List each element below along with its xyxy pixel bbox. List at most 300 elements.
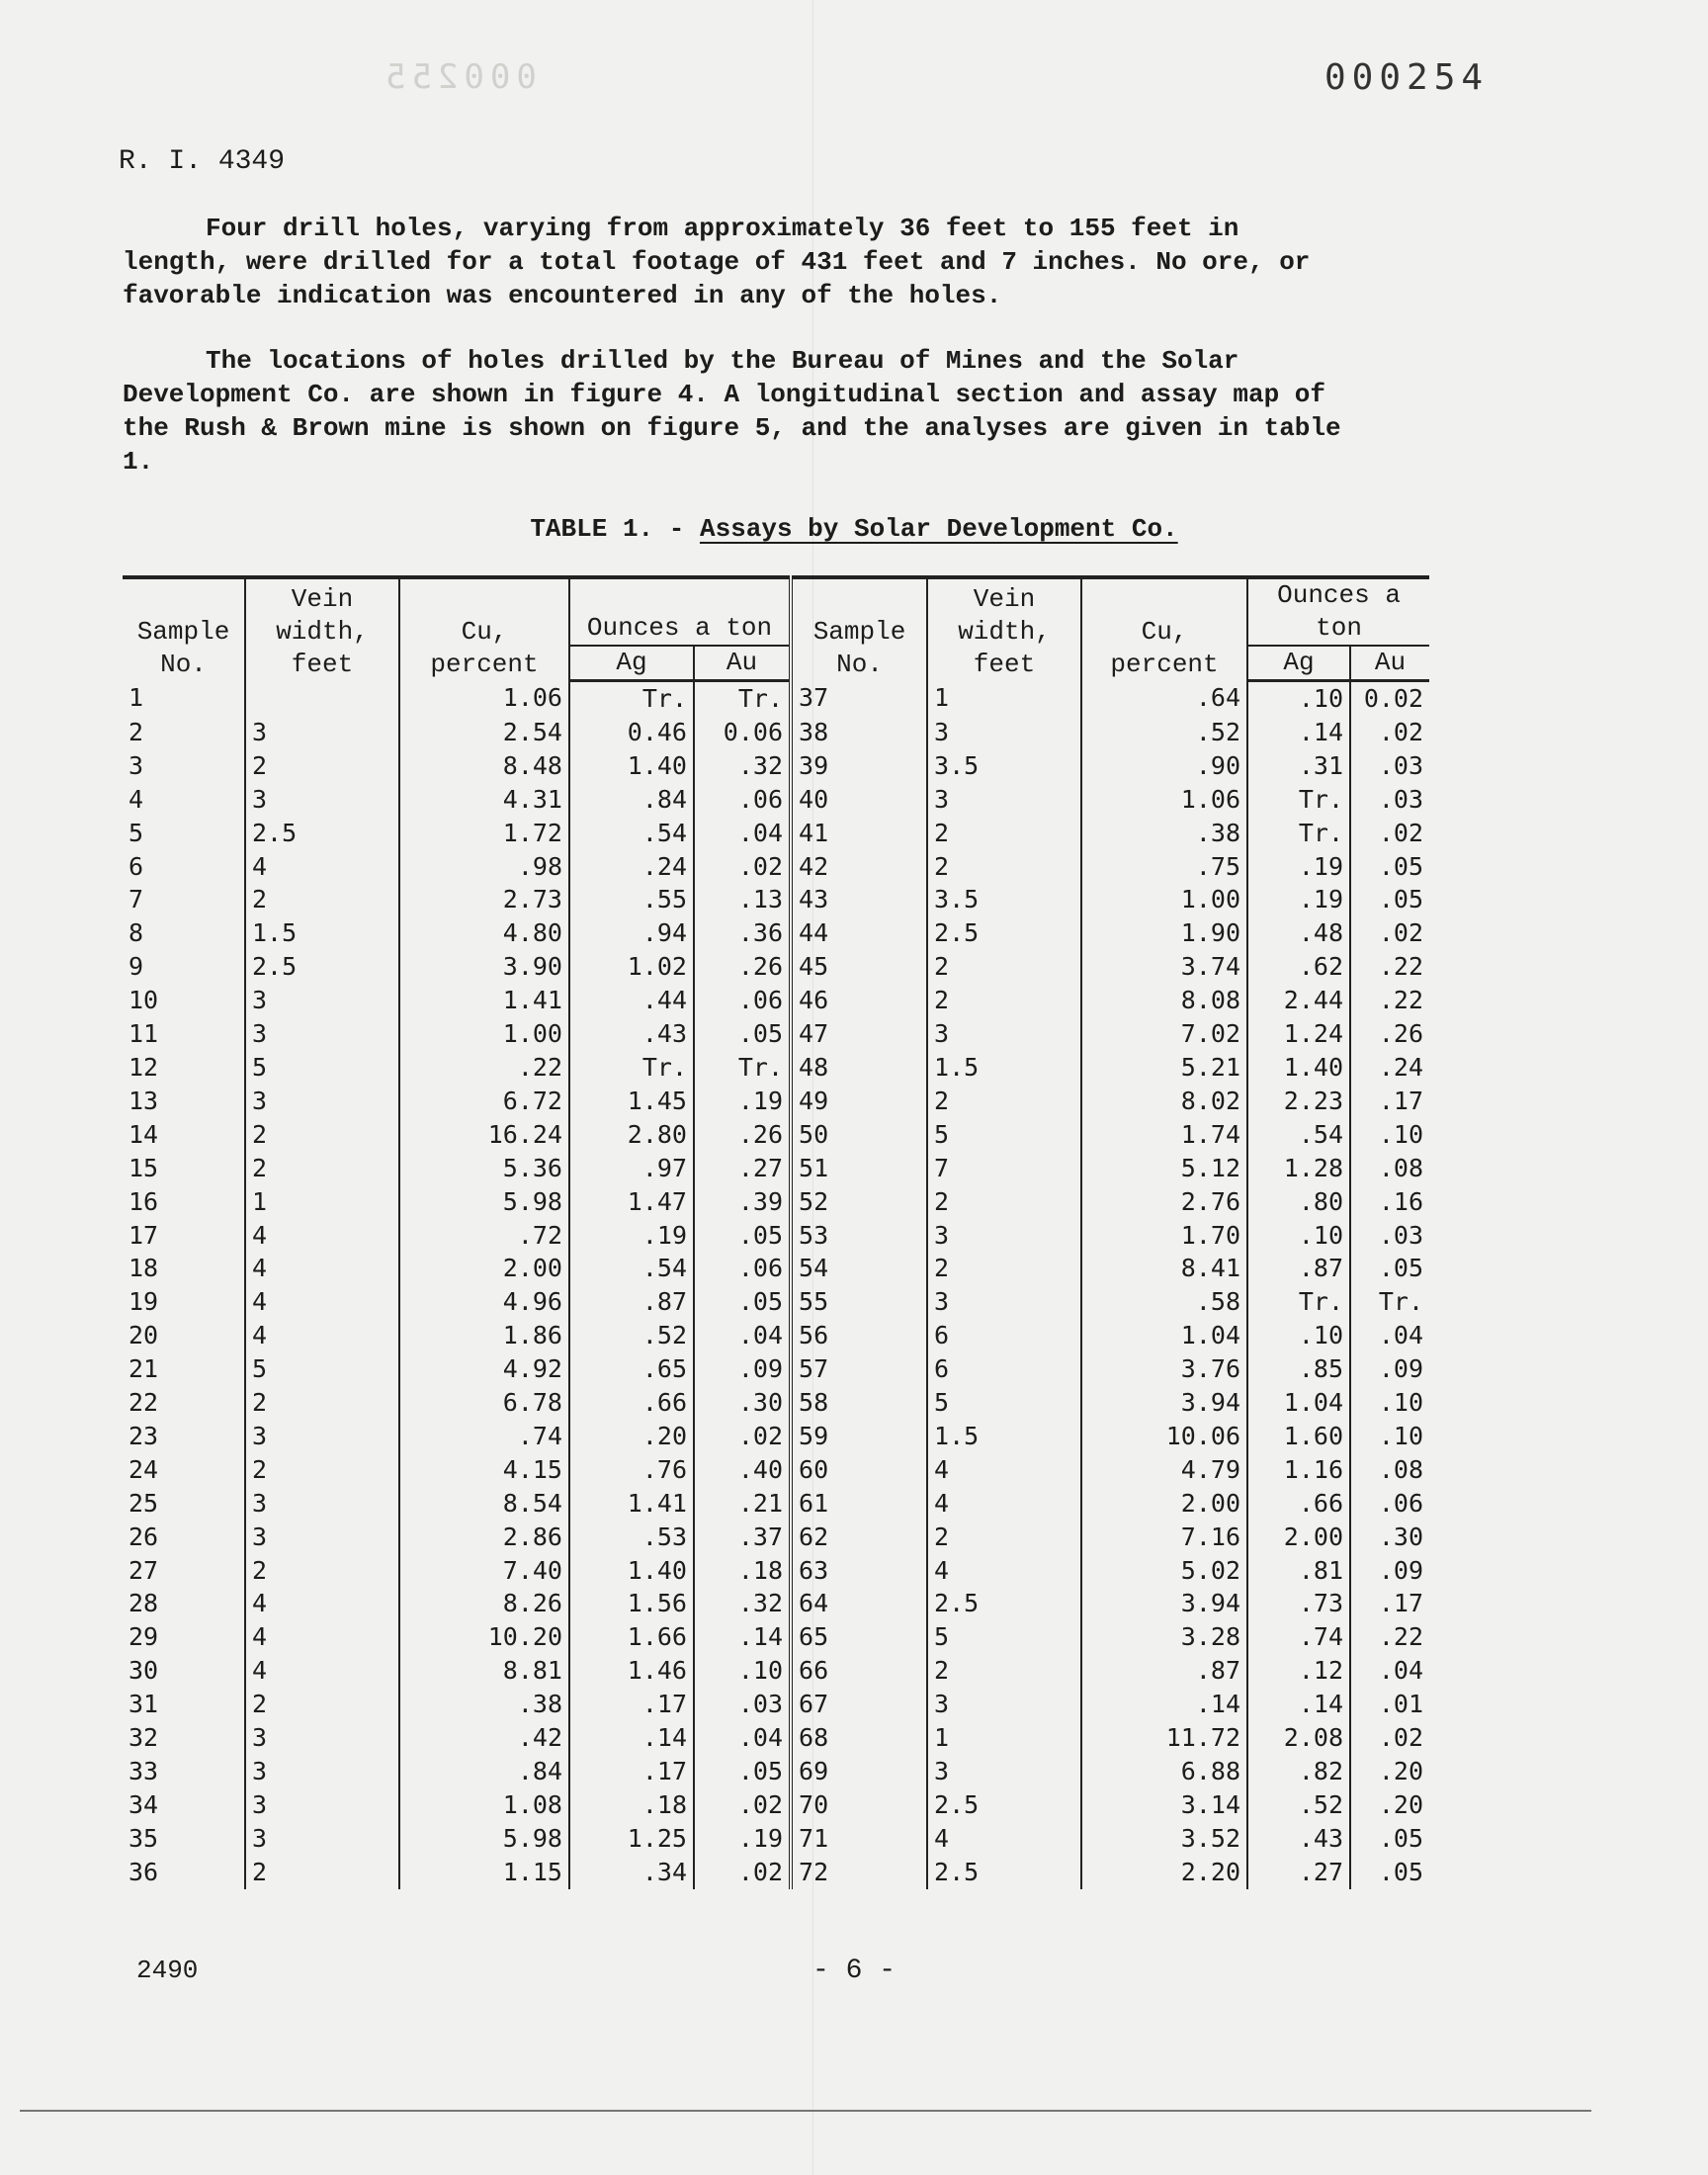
header-au-right: Au (1350, 646, 1429, 681)
right-cu-percent-cell: .87 (1081, 1654, 1247, 1688)
left-vein-width-cell: 3 (245, 1017, 399, 1051)
left-cu-percent-cell: 2.73 (399, 883, 569, 916)
left-au-cell: .40 (694, 1453, 791, 1487)
right-vein-width-cell: 4 (927, 1453, 1081, 1487)
left-cu-percent-cell: 5.98 (399, 1185, 569, 1219)
table-row (123, 1453, 1429, 1487)
right-cu-percent-cell: 11.72 (1081, 1721, 1247, 1755)
left-sample-no-cell: 12 (128, 1052, 159, 1082)
left-sample-no-cell: 13 (128, 1086, 159, 1115)
header-sample-left: Sample No. (123, 577, 245, 681)
left-vein-width-cell: 3 (245, 1721, 399, 1755)
table-row (123, 1252, 1429, 1285)
table-row (123, 1755, 1429, 1788)
bottom-rule (20, 2110, 1591, 2112)
right-vein-width-cell: 1 (927, 1721, 1081, 1755)
left-sample-no-cell: 1 (128, 683, 144, 713)
table-row (123, 1152, 1429, 1185)
left-au-cell: .14 (694, 1620, 791, 1654)
left-cu-percent-cell: 1.00 (399, 1017, 569, 1051)
left-ag-cell: .24 (569, 850, 694, 884)
paragraph-drill-holes (123, 212, 1358, 312)
left-cu-percent-cell: 8.26 (399, 1587, 569, 1620)
right-vein-width-cell: 1 (927, 681, 1081, 716)
header-vein-right: Vein width, feet (927, 577, 1081, 681)
right-sample-no-cell: 49 (791, 1085, 927, 1118)
table-row (123, 984, 1429, 1017)
left-au-cell: .05 (694, 1755, 791, 1788)
left-ag-cell: .84 (569, 783, 694, 817)
right-vein-width-cell: 2 (927, 817, 1081, 850)
left-ag-cell: .97 (569, 1152, 694, 1185)
header-ounces-left: Ounces a ton (569, 577, 791, 646)
right-ag-cell: .31 (1247, 749, 1350, 783)
right-vein-width-cell: 3 (927, 716, 1081, 749)
right-au-cell: .26 (1350, 1017, 1429, 1051)
right-au-cell: .03 (1350, 783, 1429, 817)
right-sample-no-cell: 58 (791, 1386, 927, 1420)
left-vein-width-cell: 2 (245, 1688, 399, 1721)
right-ag-cell: .10 (1247, 1219, 1350, 1253)
left-vein-width-cell: 1.5 (245, 916, 399, 950)
table-row (123, 1654, 1429, 1688)
right-ag-cell: .14 (1247, 716, 1350, 749)
left-sample-no-cell: 9 (128, 952, 144, 982)
right-cu-percent-cell: 3.76 (1081, 1352, 1247, 1386)
left-au-cell: .02 (694, 850, 791, 884)
left-vein-width-cell: 3 (245, 1788, 399, 1822)
left-vein-width-cell: 3 (245, 1755, 399, 1788)
right-ag-cell: .27 (1247, 1856, 1350, 1889)
header-ounces-right: Ounces a ton (1247, 577, 1429, 646)
left-au-cell: 0.06 (694, 716, 791, 749)
right-vein-width-cell: 2 (927, 984, 1081, 1017)
table-row (123, 1118, 1429, 1152)
left-vein-width-cell: 2.5 (245, 817, 399, 850)
left-cu-percent-cell: .72 (399, 1219, 569, 1253)
right-ag-cell: .80 (1247, 1185, 1350, 1219)
right-au-cell: .06 (1350, 1487, 1429, 1521)
table-row (123, 1017, 1429, 1051)
left-ag-cell: .87 (569, 1285, 694, 1319)
right-au-cell: .17 (1350, 1587, 1429, 1620)
right-ag-cell: .19 (1247, 883, 1350, 916)
left-vein-width-cell: 4 (245, 1285, 399, 1319)
table-row (123, 883, 1429, 916)
left-ag-cell: .34 (569, 1856, 694, 1889)
footer-code: 2490 (136, 1956, 199, 1985)
right-sample-no-cell: 71 (791, 1822, 927, 1856)
right-cu-percent-cell: 7.02 (1081, 1017, 1247, 1051)
right-cu-percent-cell: 8.02 (1081, 1085, 1247, 1118)
right-vein-width-cell: 2.5 (927, 1856, 1081, 1889)
left-vein-width-cell: 3 (245, 1487, 399, 1521)
left-cu-percent-cell: 3.90 (399, 950, 569, 984)
header-sample-right: Sample No. (791, 577, 927, 681)
right-vein-width-cell: 3 (927, 1688, 1081, 1721)
right-vein-width-cell: 4 (927, 1487, 1081, 1521)
right-ag-cell: .81 (1247, 1554, 1350, 1588)
left-au-cell: Tr. (694, 1051, 791, 1085)
left-cu-percent-cell: 4.92 (399, 1352, 569, 1386)
right-au-cell: .05 (1350, 1822, 1429, 1856)
table-row (123, 916, 1429, 950)
left-vein-width-cell: 2 (245, 1453, 399, 1487)
left-vein-width-cell: 4 (245, 1587, 399, 1620)
left-vein-width-cell: 2 (245, 1152, 399, 1185)
left-vein-width-cell: 3 (245, 716, 399, 749)
left-ag-cell: .54 (569, 1252, 694, 1285)
right-cu-percent-cell: 3.52 (1081, 1822, 1247, 1856)
right-au-cell: .22 (1350, 984, 1429, 1017)
right-au-cell: .04 (1350, 1654, 1429, 1688)
left-au-cell: .32 (694, 749, 791, 783)
left-ag-cell: 1.40 (569, 1554, 694, 1588)
right-cu-percent-cell: 2.20 (1081, 1856, 1247, 1889)
right-ag-cell: .12 (1247, 1654, 1350, 1688)
left-ag-cell: 1.41 (569, 1487, 694, 1521)
assay-table-body (123, 681, 1429, 1889)
left-au-cell: .37 (694, 1521, 791, 1554)
left-au-cell: .30 (694, 1386, 791, 1420)
assay-table-container (123, 575, 1429, 1889)
right-ag-cell: .48 (1247, 916, 1350, 950)
left-ag-cell: .94 (569, 916, 694, 950)
right-vein-width-cell: 2 (927, 950, 1081, 984)
right-sample-no-cell: 54 (791, 1252, 927, 1285)
left-au-cell: .04 (694, 817, 791, 850)
header-cu-right: Cu, percent (1081, 577, 1247, 681)
table-row (123, 1688, 1429, 1721)
header-cu-left: Cu, percent (399, 577, 569, 681)
right-sample-no-cell: 53 (791, 1219, 927, 1253)
left-cu-percent-cell: .84 (399, 1755, 569, 1788)
table-row (123, 1721, 1429, 1755)
right-au-cell: .02 (1350, 1721, 1429, 1755)
left-ag-cell: .18 (569, 1788, 694, 1822)
left-vein-width-cell: 3 (245, 1521, 399, 1554)
left-sample-no-cell: 24 (128, 1454, 159, 1484)
right-au-cell: .05 (1350, 1252, 1429, 1285)
left-au-cell: .19 (694, 1822, 791, 1856)
table-row (123, 1487, 1429, 1521)
right-cu-percent-cell: 4.79 (1081, 1453, 1247, 1487)
right-sample-no-cell: 63 (791, 1554, 927, 1588)
right-sample-no-cell: 69 (791, 1755, 927, 1788)
right-cu-percent-cell: 5.12 (1081, 1152, 1247, 1185)
right-ag-cell: 1.40 (1247, 1051, 1350, 1085)
left-cu-percent-cell: 2.86 (399, 1521, 569, 1554)
right-ag-cell: Tr. (1247, 783, 1350, 817)
right-cu-percent-cell: .90 (1081, 749, 1247, 783)
right-sample-no-cell: 61 (791, 1487, 927, 1521)
right-cu-percent-cell: 3.74 (1081, 950, 1247, 984)
left-au-cell: .10 (694, 1654, 791, 1688)
left-au-cell: .05 (694, 1285, 791, 1319)
left-ag-cell: .54 (569, 817, 694, 850)
left-vein-width-cell: 3 (245, 783, 399, 817)
left-cu-percent-cell: 8.48 (399, 749, 569, 783)
table-row (123, 817, 1429, 850)
right-sample-no-cell: 44 (791, 916, 927, 950)
left-vein-width-cell: 3 (245, 1822, 399, 1856)
left-vein-width-cell: 2 (245, 1386, 399, 1420)
left-au-cell: .05 (694, 1017, 791, 1051)
left-cu-percent-cell: 2.00 (399, 1252, 569, 1285)
left-ag-cell: 1.40 (569, 749, 694, 783)
right-vein-width-cell: 1.5 (927, 1420, 1081, 1453)
table-row (123, 1085, 1429, 1118)
left-au-cell: .13 (694, 883, 791, 916)
left-sample-no-cell: 22 (128, 1388, 159, 1418)
left-ag-cell: .43 (569, 1017, 694, 1051)
left-sample-no-cell: 10 (128, 986, 159, 1015)
table-row (123, 1319, 1429, 1352)
right-au-cell: .05 (1350, 883, 1429, 916)
left-cu-percent-cell: .74 (399, 1420, 569, 1453)
right-cu-percent-cell: 3.94 (1081, 1587, 1247, 1620)
left-cu-percent-cell: 7.40 (399, 1554, 569, 1588)
right-ag-cell: 2.08 (1247, 1721, 1350, 1755)
table-row (123, 1554, 1429, 1588)
left-vein-width-cell: 4 (245, 1219, 399, 1253)
page-number: - 6 - (811, 1956, 896, 1986)
left-sample-no-cell: 30 (128, 1656, 159, 1686)
right-ag-cell: .54 (1247, 1118, 1350, 1152)
left-sample-no-cell: 16 (128, 1186, 159, 1216)
right-cu-percent-cell: .52 (1081, 716, 1247, 749)
right-sample-no-cell: 50 (791, 1118, 927, 1152)
left-sample-no-cell: 18 (128, 1254, 159, 1283)
left-au-cell: .06 (694, 1252, 791, 1285)
right-au-cell: .10 (1350, 1118, 1429, 1152)
left-sample-no-cell: 11 (128, 1019, 159, 1049)
right-au-cell: .03 (1350, 1219, 1429, 1253)
right-sample-no-cell: 67 (791, 1688, 927, 1721)
left-cu-percent-cell: 5.36 (399, 1152, 569, 1185)
right-cu-percent-cell: 3.94 (1081, 1386, 1247, 1420)
right-sample-no-cell: 38 (791, 716, 927, 749)
left-au-cell: .02 (694, 1420, 791, 1453)
left-au-cell: .39 (694, 1185, 791, 1219)
left-au-cell: .04 (694, 1319, 791, 1352)
left-ag-cell: 1.66 (569, 1620, 694, 1654)
paragraph-text: Four drill holes, varying from approximately 36 feet to 155 feet in length, were drilled for a total footage of 431 feet and 7 inches. No ore, or favorable indication was encountered in any of the holes. (123, 214, 1311, 310)
right-au-cell: .02 (1350, 716, 1429, 749)
left-sample-no-cell: 14 (128, 1119, 159, 1149)
left-vein-width-cell: 2 (245, 749, 399, 783)
left-ag-cell: 1.45 (569, 1085, 694, 1118)
table-row (123, 1219, 1429, 1253)
right-sample-no-cell: 60 (791, 1453, 927, 1487)
right-vein-width-cell: 2.5 (927, 1788, 1081, 1822)
right-au-cell: .09 (1350, 1352, 1429, 1386)
table-row (123, 716, 1429, 749)
left-au-cell: .27 (694, 1152, 791, 1185)
left-au-cell: .02 (694, 1856, 791, 1889)
right-au-cell: .02 (1350, 817, 1429, 850)
table-row (123, 1386, 1429, 1420)
left-ag-cell: .14 (569, 1721, 694, 1755)
right-au-cell: .22 (1350, 950, 1429, 984)
left-cu-percent-cell: 1.06 (399, 681, 569, 716)
left-sample-no-cell: 27 (128, 1555, 159, 1585)
left-sample-no-cell: 28 (128, 1589, 159, 1618)
right-vein-width-cell: 5 (927, 1386, 1081, 1420)
right-au-cell: .05 (1350, 850, 1429, 884)
right-ag-cell: 2.44 (1247, 984, 1350, 1017)
right-au-cell: .16 (1350, 1185, 1429, 1219)
left-ag-cell: 1.25 (569, 1822, 694, 1856)
left-ag-cell: .55 (569, 883, 694, 916)
right-cu-percent-cell: 1.00 (1081, 883, 1247, 916)
right-cu-percent-cell: 1.06 (1081, 783, 1247, 817)
table-row (123, 1185, 1429, 1219)
left-vein-width-cell: 2.5 (245, 950, 399, 984)
left-ag-cell: .17 (569, 1755, 694, 1788)
left-vein-width-cell: 2 (245, 1554, 399, 1588)
right-au-cell: .24 (1350, 1051, 1429, 1085)
right-ag-cell: 1.16 (1247, 1453, 1350, 1487)
right-cu-percent-cell: 3.28 (1081, 1620, 1247, 1654)
left-ag-cell: .17 (569, 1688, 694, 1721)
right-vein-width-cell: 2 (927, 1085, 1081, 1118)
right-sample-no-cell: 57 (791, 1352, 927, 1386)
right-sample-no-cell: 48 (791, 1051, 927, 1085)
left-sample-no-cell: 19 (128, 1287, 159, 1317)
right-au-cell: .05 (1350, 1856, 1429, 1889)
right-ag-cell: .10 (1247, 681, 1350, 716)
right-cu-percent-cell: 3.14 (1081, 1788, 1247, 1822)
right-au-cell: .20 (1350, 1755, 1429, 1788)
right-sample-no-cell: 45 (791, 950, 927, 984)
left-cu-percent-cell: 6.72 (399, 1085, 569, 1118)
left-au-cell: .26 (694, 1118, 791, 1152)
left-cu-percent-cell: 10.20 (399, 1620, 569, 1654)
left-vein-width-cell: 3 (245, 1085, 399, 1118)
right-cu-percent-cell: 8.41 (1081, 1252, 1247, 1285)
right-ag-cell: .85 (1247, 1352, 1350, 1386)
right-ag-cell: 1.24 (1247, 1017, 1350, 1051)
left-ag-cell: Tr. (569, 1051, 694, 1085)
right-sample-no-cell: 56 (791, 1319, 927, 1352)
left-au-cell: .26 (694, 950, 791, 984)
table-caption (0, 514, 1708, 544)
right-au-cell: .22 (1350, 1620, 1429, 1654)
table-row (123, 783, 1429, 817)
right-ag-cell: .82 (1247, 1755, 1350, 1788)
table-row (123, 1856, 1429, 1889)
left-au-cell: .32 (694, 1587, 791, 1620)
header-ag-left: Ag (569, 646, 694, 681)
table-row (123, 1620, 1429, 1654)
right-cu-percent-cell: .64 (1081, 681, 1247, 716)
left-vein-width-cell: 5 (245, 1352, 399, 1386)
left-au-cell: .05 (694, 1219, 791, 1253)
left-sample-no-cell: 8 (128, 918, 144, 948)
right-sample-no-cell: 55 (791, 1285, 927, 1319)
left-cu-percent-cell: 16.24 (399, 1118, 569, 1152)
left-cu-percent-cell: 8.81 (399, 1654, 569, 1688)
right-au-cell: .20 (1350, 1788, 1429, 1822)
right-ag-cell: 1.28 (1247, 1152, 1350, 1185)
left-vein-width-cell: 4 (245, 1319, 399, 1352)
left-ag-cell: 0.46 (569, 716, 694, 749)
right-au-cell: .10 (1350, 1386, 1429, 1420)
right-vein-width-cell: 1.5 (927, 1051, 1081, 1085)
left-cu-percent-cell: 8.54 (399, 1487, 569, 1521)
left-cu-percent-cell: 4.15 (399, 1453, 569, 1487)
right-sample-no-cell: 51 (791, 1152, 927, 1185)
left-sample-no-cell: 36 (128, 1857, 159, 1886)
left-sample-no-cell: 6 (128, 851, 144, 881)
header-ag-right: Ag (1247, 646, 1350, 681)
left-ag-cell: 1.56 (569, 1587, 694, 1620)
left-au-cell: .02 (694, 1788, 791, 1822)
table-row (123, 1822, 1429, 1856)
header-vein-left: Vein width, feet (245, 577, 399, 681)
table-caption-prefix: TABLE 1. - (530, 514, 700, 544)
right-vein-width-cell: 5 (927, 1620, 1081, 1654)
left-vein-width-cell: 4 (245, 1252, 399, 1285)
left-sample-no-cell: 35 (128, 1823, 159, 1853)
right-au-cell: .08 (1350, 1152, 1429, 1185)
left-au-cell: .21 (694, 1487, 791, 1521)
right-ag-cell: 2.00 (1247, 1521, 1350, 1554)
right-cu-percent-cell: 1.74 (1081, 1118, 1247, 1152)
right-vein-width-cell: 2 (927, 1654, 1081, 1688)
left-vein-width-cell: 2 (245, 1118, 399, 1152)
right-ag-cell: .14 (1247, 1688, 1350, 1721)
right-sample-no-cell: 72 (791, 1856, 927, 1889)
left-vein-width-cell: 4 (245, 1654, 399, 1688)
left-au-cell: .36 (694, 916, 791, 950)
left-sample-no-cell: 25 (128, 1488, 159, 1518)
right-sample-no-cell: 70 (791, 1788, 927, 1822)
left-cu-percent-cell: 1.15 (399, 1856, 569, 1889)
right-vein-width-cell: 2.5 (927, 916, 1081, 950)
left-ag-cell: .53 (569, 1521, 694, 1554)
right-ag-cell: .74 (1247, 1620, 1350, 1654)
left-ag-cell: .44 (569, 984, 694, 1017)
left-ag-cell: .76 (569, 1453, 694, 1487)
left-sample-no-cell: 21 (128, 1354, 159, 1384)
left-sample-no-cell: 4 (128, 784, 144, 814)
right-ag-cell: .62 (1247, 950, 1350, 984)
table-row (123, 681, 1429, 716)
left-cu-percent-cell: .42 (399, 1721, 569, 1755)
right-vein-width-cell: 3 (927, 1017, 1081, 1051)
left-ag-cell: Tr. (569, 681, 694, 716)
table-row (123, 850, 1429, 884)
paragraph-text: The locations of holes drilled by the Bureau of Mines and the Solar Development Co. are shown in figure 4. A longitudinal section and assay map of the Rush & Brown mine is shown on figure 5, and the analyses are given in table 1. (123, 346, 1341, 477)
right-ag-cell: .73 (1247, 1587, 1350, 1620)
right-cu-percent-cell: 1.70 (1081, 1219, 1247, 1253)
right-ag-cell: Tr. (1247, 1285, 1350, 1319)
left-au-cell: .09 (694, 1352, 791, 1386)
right-sample-no-cell: 52 (791, 1185, 927, 1219)
right-vein-width-cell: 7 (927, 1152, 1081, 1185)
table-row (123, 1352, 1429, 1386)
left-au-cell: .03 (694, 1688, 791, 1721)
right-ag-cell: .19 (1247, 850, 1350, 884)
right-au-cell: .04 (1350, 1319, 1429, 1352)
left-cu-percent-cell: 1.41 (399, 984, 569, 1017)
right-vein-width-cell: 2 (927, 850, 1081, 884)
right-cu-percent-cell: 1.04 (1081, 1319, 1247, 1352)
table-row (123, 1051, 1429, 1085)
left-sample-no-cell: 29 (128, 1622, 159, 1652)
